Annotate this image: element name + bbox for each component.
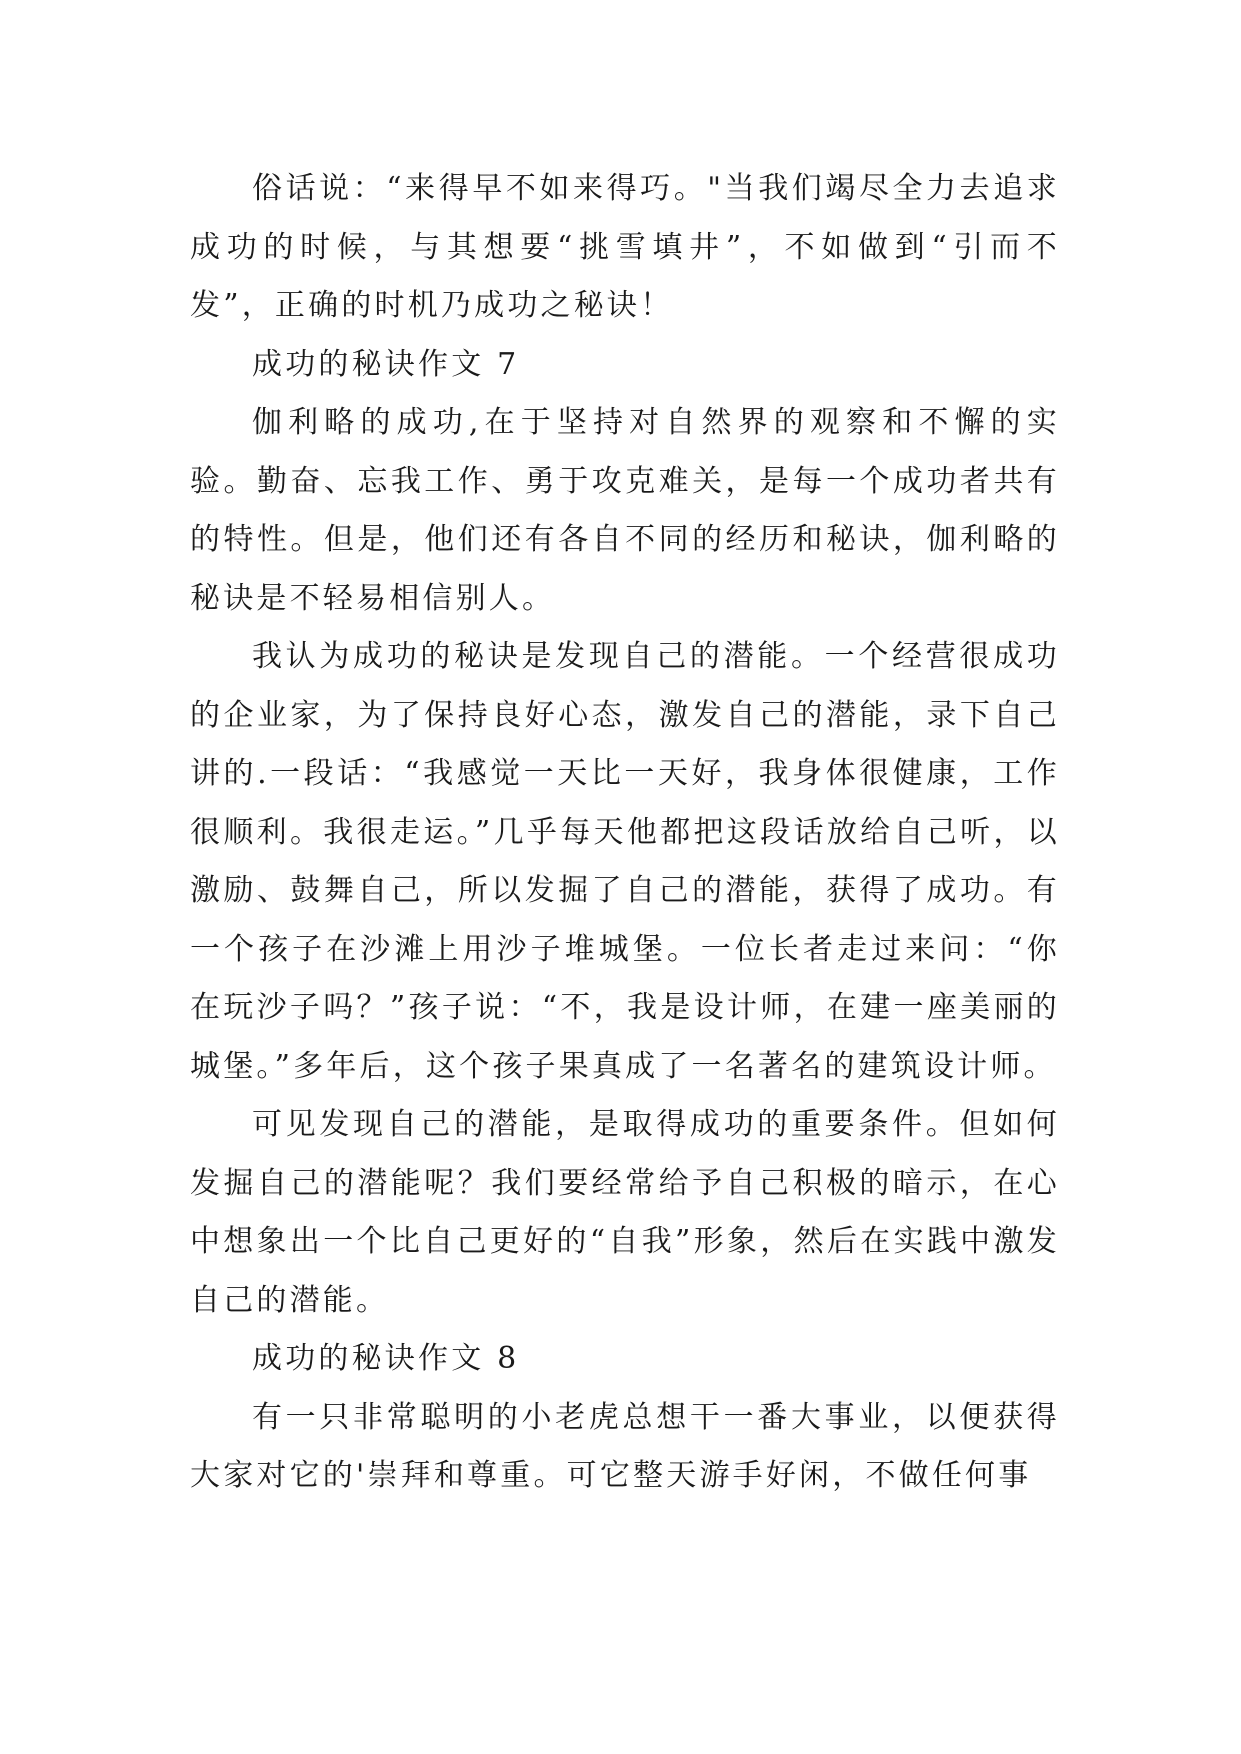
paragraph: 伽利略的成功,在于坚持对自然界的观察和不懈的实验。勤奋、忘我工作、勇于攻克难关，是每一个成功者共有的特性。但是，他们还有各自不同的经历和秘诀，伽利略的秘诀是不轻易相信别人。 [190, 405, 1060, 616]
paragraph: 俗话说：“来得早不如来得巧。"当我们竭尽全力去追求成功的时候，与其想要“挑雪填井”，不如做到“引而不发”，正确的时机乃成功之秘诀！ [190, 171, 1060, 323]
document-body [190, 160, 1060, 1506]
paragraph: 我认为成功的秘诀是发现自己的潜能。一个经营很成功的企业家，为了保持良好心态，激发自己的潜能，录下自己讲的.一段话：“我感觉一天比一天好，我身体很健康，工作很顺利。我很走运。”几乎每天他都把这段话放给自己听，以激励、鼓舞自己，所以发掘了自己的潜能，获得了成功。有一个孩子在沙滩上用沙子堆城堡。一位长者走过来问：“你在玩沙子吗？”孩子说：“不，我是设计师，在建一座美丽的城堡。”多年后，这个孩子果真成了一名著名的建筑设计师。 [190, 639, 1060, 1084]
paragraph: 可见发现自己的潜能，是取得成功的重要条件。但如何发掘自己的潜能呢？我们要经常给予自己积极的暗示，在心中想象出一个比自己更好的“自我”形象，然后在实践中激发自己的潜能。 [190, 1107, 1060, 1318]
section-heading: 成功的秘诀作文 7 [252, 346, 520, 382]
section-heading: 成功的秘诀作文 8 [252, 1341, 520, 1376]
paragraph: 有一只非常聪明的小老虎总想干一番大事业，以便获得大家对它的'崇拜和尊重。可它整天游手好闲，不做任何事 [190, 1399, 1060, 1493]
